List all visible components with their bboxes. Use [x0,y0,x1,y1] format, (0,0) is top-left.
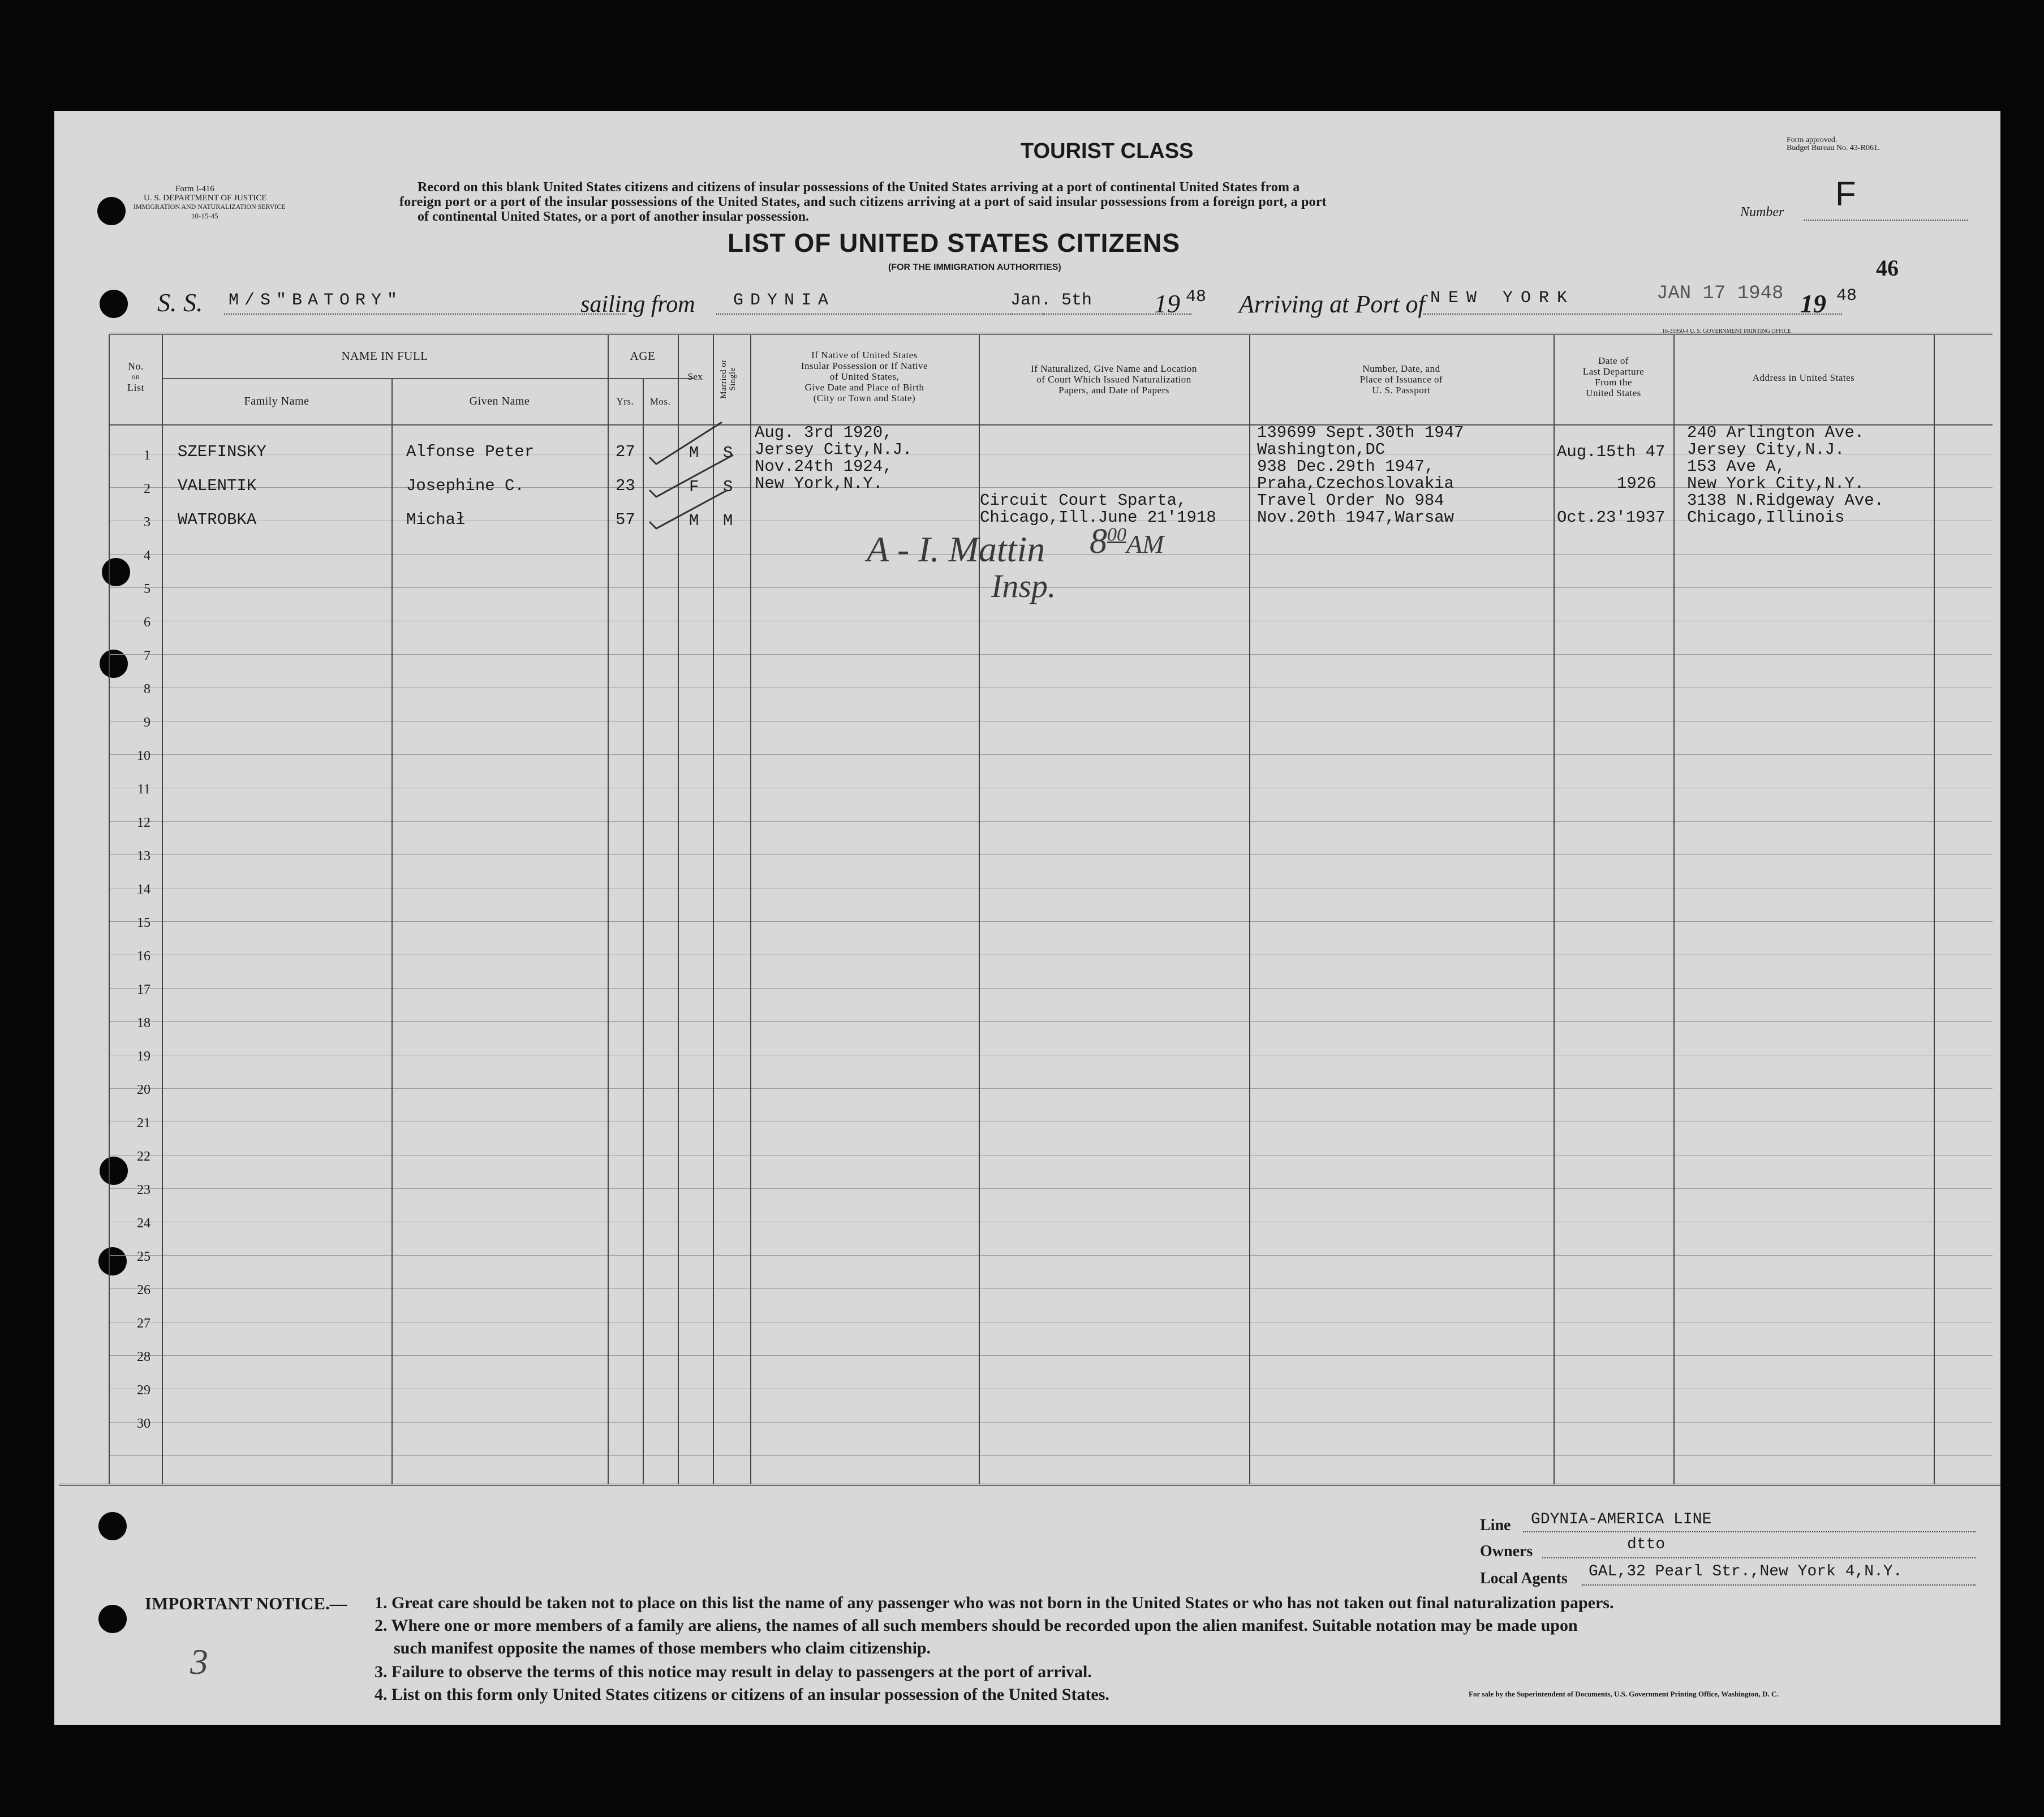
port-from-underline [716,313,1044,315]
service: IMMIGRATION AND NATURALIZATION SERVICE [134,203,286,211]
year-from: 48 [1186,287,1207,307]
col-header-married: Married or Single [719,359,737,399]
intro-text-3: of continental United States, or a port of another insular possession. [418,209,810,224]
table-bottom-rule [59,1484,2000,1486]
port-to-underline [1423,313,1842,315]
row-number: 16 [137,949,150,964]
sex: M [689,444,699,462]
row-number: 6 [144,615,150,630]
inspector-title: Insp. [991,568,1056,604]
arriving-label: Arriving at Port of [1239,290,1425,318]
row-number: 19 [137,1049,150,1064]
row-number: 28 [137,1350,150,1364]
passport-place: Nov.20th 1947,Warsaw [1257,508,1455,527]
row-number: 15 [137,916,150,930]
notice-item-4: 4. List on this form only United States citizens or citizens of an insular possession of the United States. [375,1685,1109,1704]
col-divider [391,379,393,1484]
address-city: Jersey City,N.J. [1687,440,1845,459]
row-number: 5 [144,582,150,596]
row-number: 27 [137,1316,150,1331]
notice-item-2-cont: such manifest opposite the names of those members who claim citizenship. [394,1639,931,1657]
row-number: 22 [137,1149,150,1164]
inspector-signature: A - I. Mattin [867,529,1045,569]
table-top-rule [109,333,1993,335]
agents-value: GAL,32 Pearl Str.,New York 4,N.Y. [1589,1563,1903,1580]
birth-place: New York,N.Y. [755,474,883,493]
col-divider [643,379,644,1484]
col-divider [162,335,163,1484]
age-years: 57 [616,510,635,529]
row-number: 1 [144,448,150,463]
manifest-sheet [54,111,2000,1725]
row-number: 3 [144,515,150,530]
col-divider [1673,335,1675,1484]
notice-item-1: 1. Great care should be taken not to place on this list the name of any passenger who was not born in the United States or who has not taken out final naturalization papers. [375,1593,1614,1612]
naturalization-court: Circuit Court Sparta, [980,491,1187,510]
row-number: 11 [137,782,150,797]
family-name: SZEFINSKY [178,443,266,461]
class-label: TOURIST CLASS [1021,139,1194,163]
year-prefix-from: 19 [1154,289,1180,318]
row-number: 26 [137,1283,150,1298]
col-header-address: Address in United States [1752,372,1855,383]
row-number: 18 [137,1016,150,1030]
col-header-native: If Native of United States Insular Possession or If Native of United States, Give Date and Place of Birth (City or Town and State) [801,350,928,403]
last-departure: 1926 [1617,474,1656,493]
col-divider [1934,335,1935,1484]
notice-item-3: 3. Failure to observe the terms of this notice may result in delay to passengers at the port of arrival. [375,1663,1092,1681]
passport-number-date: 139699 Sept.30th 1947 [1257,423,1464,442]
approval-note: Form approved. [1787,136,1838,144]
col-header-no: No. on List [127,360,144,393]
punch-hole [98,1605,127,1633]
approval-budget: Budget Bureau No. 43-R061. [1787,144,1880,152]
col-header-yrs: Yrs. [616,396,634,407]
sailing-label: sailing from [580,291,695,317]
row-number: 29 [137,1383,150,1398]
col-header-sex: Sex [687,371,703,382]
port-to: NEW YORK [1430,289,1576,308]
agents-label: Local Agents [1480,1570,1568,1587]
row-number: 2 [144,482,150,496]
address-street: 3138 N.Ridgeway Ave. [1687,491,1884,510]
row-number: 10 [137,749,150,763]
birth-date: Aug. 3rd 1920, [755,423,893,442]
family-name: WATROBKA [178,510,257,529]
given-name: Michał [406,510,466,529]
age-years: 27 [616,443,635,461]
row-number: 14 [137,882,150,897]
family-name: VALENTIK [178,476,257,495]
punch-hole [100,290,128,318]
last-departure: Aug.15th 47 [1557,443,1666,461]
row-number: 24 [137,1216,150,1231]
address-city: New York City,N.Y. [1687,474,1865,493]
page-number: 46 [1876,255,1899,281]
notice-item-2: 2. Where one or more members of a family are aliens, the names of all such members should be recorded upon the alien manifest. Suitable notation may be made upon [375,1616,1578,1635]
intro-text-2: foreign port or a port of the insular possessions of the United States, and such citizens arriving at a port of said insular possessions from a foreign port, a port [399,195,1327,209]
row-number: 12 [137,815,150,830]
owners-value: dtto [1627,1536,1666,1553]
sex: F [689,478,699,496]
passport-number-date: 938 Dec.29th 1947, [1257,457,1435,476]
col-divider [608,335,609,1484]
birth-place: Jersey City,N.J. [755,440,913,459]
row-number: 13 [137,849,150,864]
number-underline [1804,220,1968,221]
inspection-time [1090,522,1164,562]
marital-status: M [723,512,733,530]
owners-underline [1542,1557,1976,1558]
ship-underline [224,313,626,315]
arrival-stamp: JAN 17 1948 [1656,283,1784,304]
check-marks [643,405,756,535]
department: U. S. DEPARTMENT OF JUSTICE [144,194,267,203]
col-header-age: AGE [630,349,656,363]
sale-note: For sale by the Superintendent of Documents, U.S. Government Printing Office, Washington, D. C. [1469,1690,1779,1698]
time-hour: 8 [1090,522,1107,561]
time-minutes: 00 [1107,524,1126,545]
year-prefix-to: 19 [1800,289,1826,318]
given-name: Alfonse Peter [406,443,535,461]
agents-underline [1582,1584,1976,1586]
birth-date: Nov.24th 1924, [755,457,893,476]
number-label: Number [1740,205,1784,220]
notice-title: IMPORTANT NOTICE.— [145,1593,347,1613]
ship-name: M/S"BATORY" [229,291,403,310]
row-number: 25 [137,1249,150,1264]
address-street: 153 Ave A, [1687,457,1786,476]
punch-hole [97,197,126,225]
last-departure: Oct.23'1937 [1557,508,1666,527]
age-years: 23 [616,476,635,495]
given-name: Josephine C. [406,476,524,495]
port-from: GDYNIA [733,291,836,310]
row-number: 21 [137,1116,150,1131]
col-header-family-name: Family Name [244,395,309,407]
col-header-mos: Mos. [649,396,671,407]
row-number: 23 [137,1183,150,1197]
row-number: 20 [137,1083,150,1097]
col-divider [109,335,110,1484]
page-title: LIST OF UNITED STATES CITIZENS [728,228,1181,257]
col-header-naturalized: If Naturalized, Give Name and Location of Court Which Issued Naturalization Papers, and Date of Papers [1031,363,1197,396]
address-street: 240 Arlington Ave. [1687,423,1865,442]
row-number: 8 [144,682,150,697]
sex: M [689,512,699,530]
row-number: 4 [144,548,150,563]
row-number: 7 [144,648,150,663]
passport-place: Praha,Czechoslovakia [1257,474,1455,493]
passport-place: Washington,DC [1257,440,1385,459]
year-to: 48 [1836,286,1857,306]
row-number: 17 [137,982,150,997]
passport-number-date: Travel Order No 984 [1257,491,1444,510]
col-header-name-in-full: NAME IN FULL [341,349,428,363]
col-divider [1249,335,1250,1484]
col-header-given-name: Given Name [469,395,530,407]
intro-text-1: Record on this blank United States citizens and citizens of insular possessions of the United States arriving at a port of continental United States from a [418,180,1300,195]
form-date: 10-15-45 [191,212,218,220]
line-underline [1523,1531,1976,1532]
row-number: 30 [137,1416,150,1431]
time-ampm: AM [1126,530,1164,559]
form-number: Form I-416 [175,184,214,194]
col-header-departure: Date of Last Departure From the United States [1582,355,1645,398]
line-label: Line [1480,1517,1511,1534]
col-header-passport: Number, Date, and Place of Issuance of U. S. Passport [1359,363,1443,396]
owners-label: Owners [1480,1543,1533,1560]
punch-hole [98,1512,127,1540]
ss-label: S. S. [157,288,203,317]
col-divider [1554,335,1555,1484]
handwritten-page-number: 3 [190,1642,208,1682]
printing-mark: 16-35950-4 U. S. GOVERNMENT PRINTING OFFICE [1662,328,1791,334]
line-value: GDYNIA-AMERICA LINE [1531,1511,1712,1528]
number-value: F [1835,175,1856,213]
marital-status: S [723,444,733,462]
date-from: Jan. 5th [1010,291,1092,310]
marital-status: S [723,478,733,496]
page-subtitle: (FOR THE IMMIGRATION AUTHORITIES) [888,263,1061,272]
naturalization-date: Chicago,Ill.June 21'1918 [980,508,1216,527]
row-number: 9 [144,715,150,730]
address-city: Chicago,Illinois [1687,508,1845,527]
